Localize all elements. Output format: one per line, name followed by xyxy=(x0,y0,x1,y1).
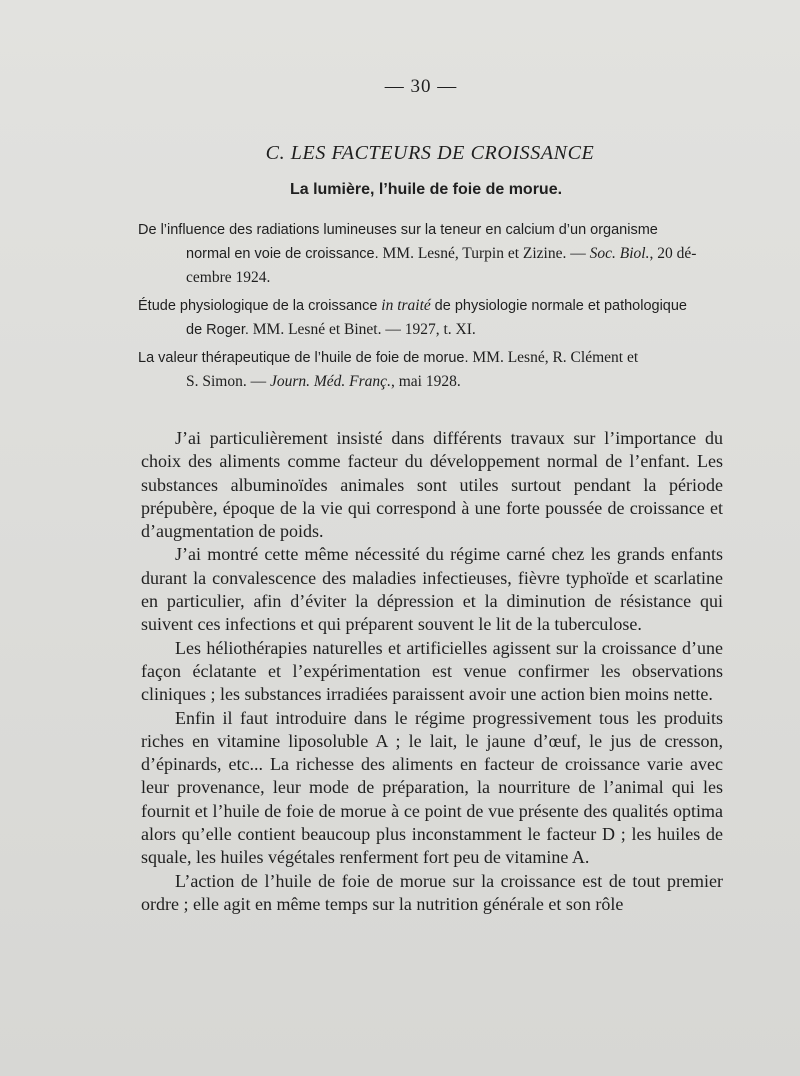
reference-entry xyxy=(138,346,726,394)
reference-journal: Soc. Biol. xyxy=(589,245,650,262)
paragraph: Enfin il faut introduire dans le régime progressivement tous les produits riches en vitamine liposoluble A ; le lait, le jaune d’œuf, le jus de cresson, d’épinards, etc... La richesse des aliments en facteur de croissance varie avec leur provenance, leur mode de préparation, la nourriture de l’animal qui les fournit et l’huile de foie de morue à ce point de vue présente des qualités optima alors qu’elle contient beaucoup plus inconstamment le facteur D ; les huiles de squale, les huiles végétales renferment fort peu de vitamine A. xyxy=(141,707,723,868)
reference-title: La valeur thérapeutique de l’huile de foie de morue. xyxy=(138,350,469,366)
reference-journal: Journ. Méd. Franç. xyxy=(269,373,391,390)
paragraph: J’ai particulièrement insisté dans différents travaux sur l’importance du choix des aliments comme facteur du développement normal de l’enfant. Les substances albuminoïdes animales sont utiles surtout pendant la période prépubère, époque de la vie qui correspond à une forte poussée de croissance et d’augmentation de poids. xyxy=(141,428,723,542)
reference-title: normal en voie de croissance. xyxy=(186,246,379,262)
reference-line xyxy=(138,242,726,266)
paragraph: J’ai montré cette même nécessité du régime carné chez les grands enfants durant la convalescence des maladies infectieuses, fièvre typhoïde et scarlatine en particulier, afin d’éviter la dépression et la diminution de résistance qui suivent ces infections et qui préparent souvent le lit de la tuberculose. xyxy=(141,544,723,635)
reference-date: cembre 1924. xyxy=(186,269,271,286)
reference-line xyxy=(138,346,726,370)
reference-line xyxy=(138,266,726,290)
reference-authors: MM. Lesné et Binet. — 1927, t. XI. xyxy=(252,321,476,338)
subtitle: La lumière, l’huile de foie de morue. xyxy=(289,181,563,198)
reference-in-text: in traité xyxy=(381,297,431,314)
reference-date: , mai 1928. xyxy=(390,373,461,390)
reference-line xyxy=(138,218,726,242)
reference-title: De l’influence des radiations lumineuses sur la teneur en calcium d’un organisme xyxy=(138,222,658,238)
reference-date: , 20 dé- xyxy=(649,245,697,262)
body-text xyxy=(141,427,723,916)
reference-entry xyxy=(138,294,726,342)
section-title: C. LES FACTEURS DE CROISSANCE xyxy=(265,142,595,164)
reference-title: Étude physiologique de la croissance xyxy=(138,298,378,314)
reference-entry xyxy=(138,218,726,290)
reference-title: de physiologie normale et pathologique xyxy=(434,298,687,314)
reference-authors: MM. Lesné, Turpin et Zizine. — xyxy=(382,245,586,262)
reference-line xyxy=(138,294,726,318)
paragraph: Les héliothérapies naturelles et artificielles agissent sur la croissance d’une façon éclatante et l’expérimentation est venue confirmer les observations cliniques ; les substances irradiées paraissent avoir une action bien moins nette. xyxy=(141,637,723,705)
reference-authors: S. Simon. — xyxy=(186,373,267,390)
reference-line xyxy=(138,370,726,394)
reference-line xyxy=(138,318,726,342)
page-number: — 30 — xyxy=(384,76,458,97)
paragraph: L’action de l’huile de foie de morue sur la croissance est de tout premier ordre ; elle agit en même temps sur la nutrition générale et son rôle xyxy=(141,870,723,914)
reference-title: de Roger. xyxy=(186,322,249,338)
reference-authors: MM. Lesné, R. Clément et xyxy=(472,349,639,366)
